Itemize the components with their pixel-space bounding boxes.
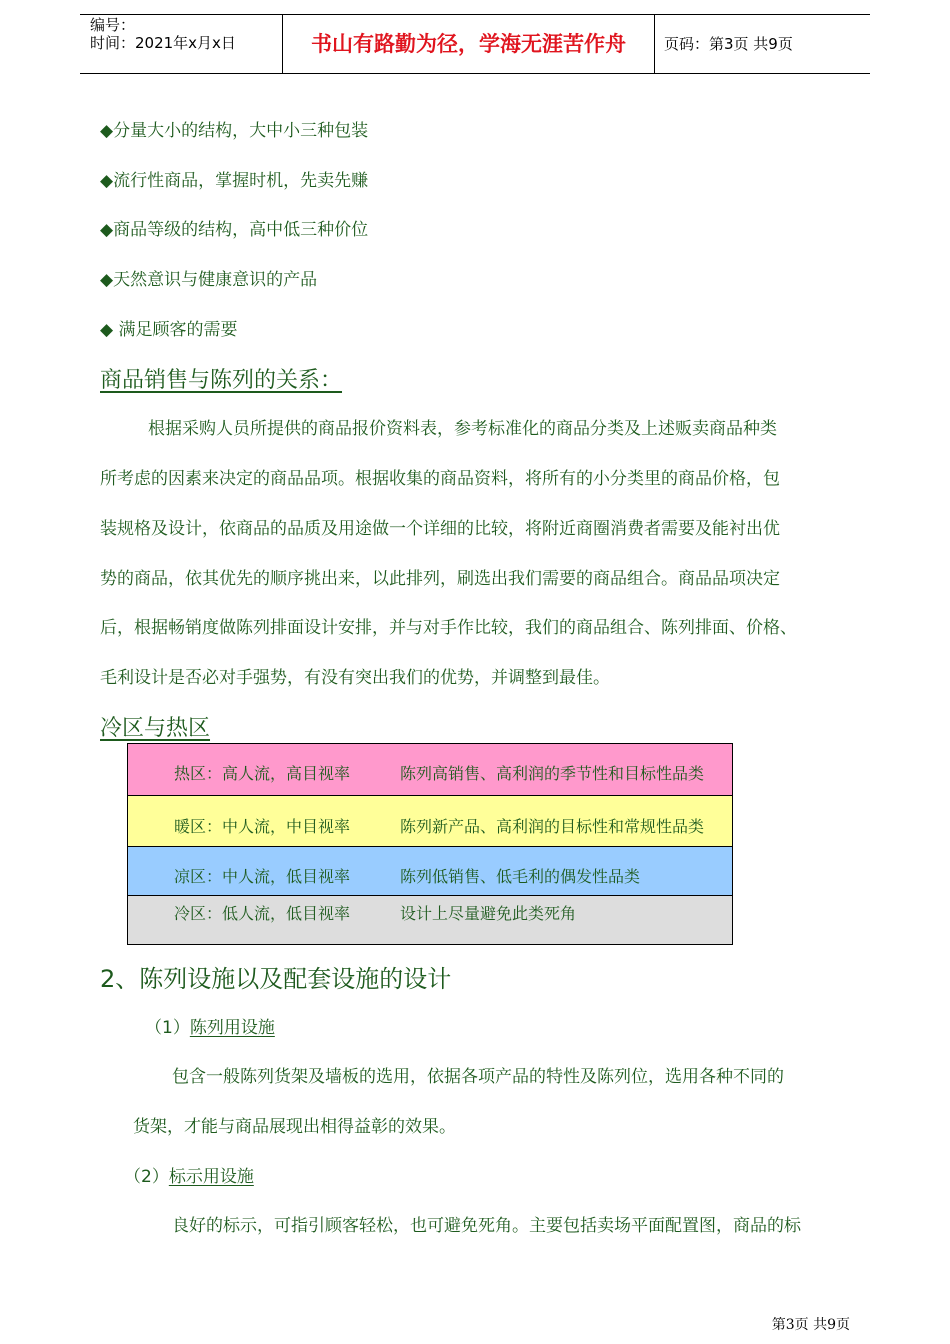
bullet-item: ◆天然意识与健康意识的产品 xyxy=(100,270,318,290)
zones-table xyxy=(127,743,733,945)
zone-row-cool xyxy=(128,847,732,896)
bullet-item: ◆ 满足顾客的需要 xyxy=(100,320,238,340)
section-heading-text: 商品销售与陈列的关系： xyxy=(100,368,343,393)
zone-desc: 设计上尽量避免此类死角 xyxy=(400,904,577,923)
subsection-title: 标示用设施 xyxy=(168,1167,254,1187)
zone-name: 暖区：中人流，中目视率 xyxy=(174,817,351,836)
paragraph-line: 毛利设计是否必对手强势，有没有突出我们的优势，并调整到最佳。 xyxy=(100,668,610,688)
header-divider xyxy=(654,14,655,74)
section-heading xyxy=(100,366,342,396)
subsection-number: （2） xyxy=(124,1167,169,1187)
paragraph-line: 装规格及设计，依商品的品质及用途做一个详细的比较，将附近商圈消费者需要及能衬出优 xyxy=(100,519,780,539)
section-heading-text: 冷区与热区 xyxy=(100,716,211,741)
paragraph-line: 势的商品，依其优先的顺序挑出来，以此排列，刷选出我们需要的商品组合。商品品项决定 xyxy=(100,569,780,589)
paragraph-line: 货架，才能与商品展现出相得益彰的效果。 xyxy=(133,1117,456,1137)
header-time-label: 时间：2021年x月x日 xyxy=(90,34,236,52)
zone-desc: 陈列高销售、高利润的季节性和目标性品类 xyxy=(400,764,705,783)
paragraph-line: 根据采购人员所提供的商品报价资料表，参考标准化的商品分类及上述贩卖商品种类 xyxy=(148,419,777,439)
header-bottom-rule xyxy=(80,73,870,74)
zone-desc: 陈列低销售、低毛利的偶发性品类 xyxy=(400,867,641,886)
section-heading: 2、陈列设施以及配套设施的设计 xyxy=(100,965,452,993)
header-page-label: 页码：第3页 共9页 xyxy=(664,35,793,53)
zone-row-warm xyxy=(128,796,732,847)
zone-desc: 陈列新产品、高利润的目标性和常规性品类 xyxy=(400,817,705,836)
subsection-heading xyxy=(124,1166,254,1188)
subsection-heading xyxy=(145,1017,275,1039)
subsection-number: （1） xyxy=(145,1018,190,1038)
paragraph-line: 后，根据畅销度做陈列排面设计安排，并与对手作比较，我们的商品组合、陈列排面、价格、 xyxy=(100,618,797,638)
header-top-rule xyxy=(80,14,870,15)
footer-page-number: 第3页 共9页 xyxy=(771,1317,850,1333)
zone-row-cold xyxy=(128,896,732,944)
zone-row-hot xyxy=(128,744,732,796)
header-number-label: 编号： xyxy=(90,16,136,34)
zone-name: 凉区：中人流，低目视率 xyxy=(174,867,351,886)
zone-name: 冷区：低人流，低目视率 xyxy=(174,904,351,923)
paragraph-line: 所考虑的因素来决定的商品品项。根据收集的商品资料，将所有的小分类里的商品价格，包 xyxy=(100,469,780,489)
bullet-item: ◆分量大小的结构，大中小三种包装 xyxy=(100,121,369,141)
bullet-item: ◆商品等级的结构，高中低三种价位 xyxy=(100,220,369,240)
paragraph-line: 包含一般陈列货架及墙板的选用，依据各项产品的特性及陈列位，选用各种不同的 xyxy=(172,1067,784,1087)
subsection-title: 陈列用设施 xyxy=(189,1018,275,1038)
bullet-item: ◆流行性商品，掌握时机，先卖先赚 xyxy=(100,171,369,191)
zone-name: 热区：高人流，高目视率 xyxy=(174,764,351,783)
section-heading xyxy=(100,714,210,744)
header-motto: 书山有路勤为径，学海无涯苦作舟 xyxy=(311,32,626,56)
paragraph-line: 良好的标示，可指引顾客轻松，也可避免死角。主要包括卖场平面配置图，商品的标 xyxy=(172,1216,801,1236)
